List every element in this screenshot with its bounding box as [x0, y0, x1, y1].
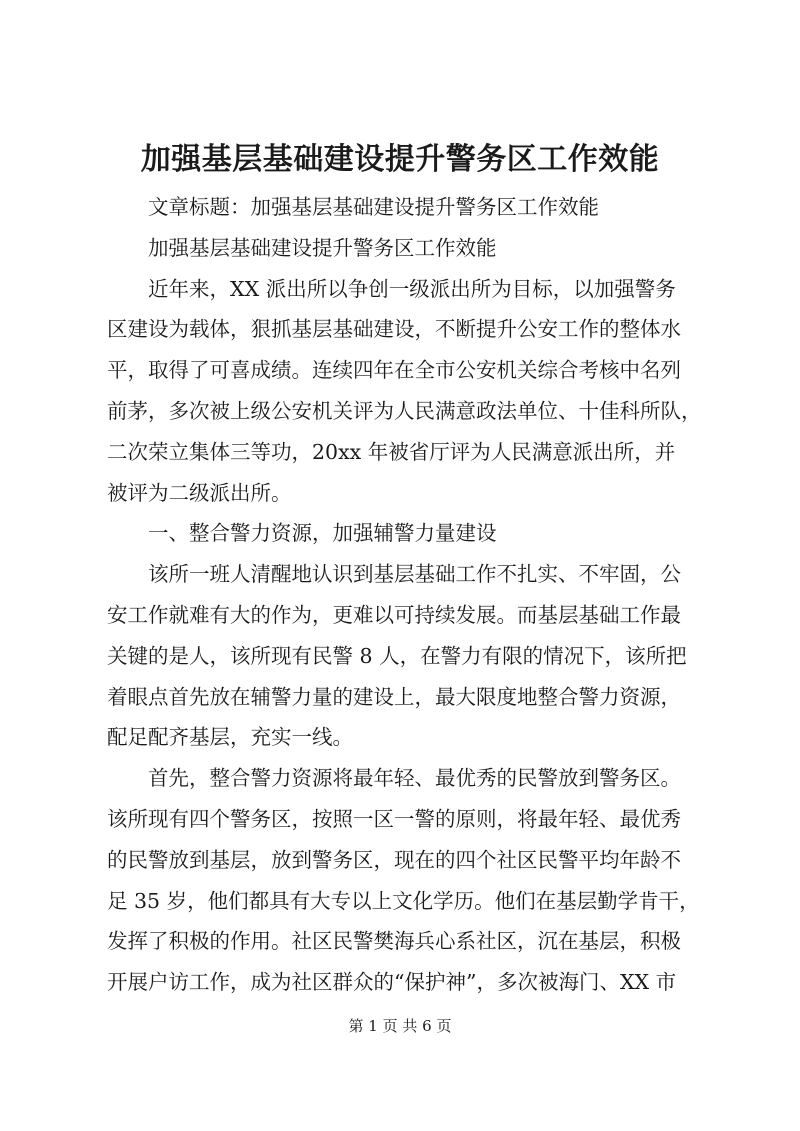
- paragraph-line: 首先，整合警力资源将最年轻、最优秀的民警放到警务区。: [148, 766, 681, 791]
- article-title-line: 文章标题：加强基层基础建设提升警务区工作效能: [148, 195, 599, 219]
- paragraph-line: 平，取得了可喜成绩。连续四年在全市公安机关综合考核中名列: [107, 358, 681, 383]
- paragraph-line: 近年来，XX 派出所以争创一级派出所为目标，以加强警务: [148, 276, 676, 301]
- paragraph-line: 足 35 岁，他们都具有大专以上文化学历。他们在基层勤学肯干，: [107, 888, 700, 913]
- paragraph-line: 该所一班人清醒地认识到基层基础工作不扎实、不牢固，公: [148, 562, 681, 587]
- paragraph-line: 前茅，多次被上级公安机关评为人民满意政法单位、十佳科所队，: [107, 398, 702, 423]
- page-number-footer: 第 1 页 共 6 页: [348, 1017, 452, 1035]
- paragraph-line: 该所现有四个警务区，按照一区一警的原则，将最年轻、最优秀: [107, 806, 681, 831]
- paragraph-line: 开展户访工作，成为社区群众的“保护神”，多次被海门、XX 市: [107, 970, 677, 995]
- document-title: 加强基层基础建设提升警务区工作效能: [140, 142, 660, 177]
- paragraph-line: 二次荣立集体三等功，20xx 年被省厅评为人民满意派出所，并: [107, 439, 676, 464]
- paragraph-line: 安工作就难有大的作为，更难以可持续发展。而基层基础工作最: [107, 602, 681, 627]
- subtitle-line: 加强基层基础建设提升警务区工作效能: [148, 235, 497, 260]
- paragraph-line: 配足配齐基层，充实一线。: [107, 725, 353, 750]
- paragraph-line: 区建设为载体，狠抓基层基础建设，不断提升公安工作的整体水: [107, 317, 681, 342]
- paragraph-line: 发挥了积极的作用。社区民警樊海兵心系社区，沉在基层，积极: [107, 929, 681, 954]
- paragraph-line: 着眼点首先放在辅警力量的建设上，最大限度地整合警力资源，: [107, 684, 681, 709]
- section-heading: 一、整合警力资源，加强辅警力量建设: [148, 521, 497, 546]
- document-body: [107, 187, 707, 1003]
- paragraph-line: 被评为二级派出所。: [107, 480, 292, 505]
- paragraph-line: 关键的是人，该所现有民警 8 人，在警力有限的情况下，该所把: [107, 643, 687, 668]
- paragraph-line: 的民警放到基层，放到警务区，现在的四个社区民警平均年龄不: [107, 847, 681, 872]
